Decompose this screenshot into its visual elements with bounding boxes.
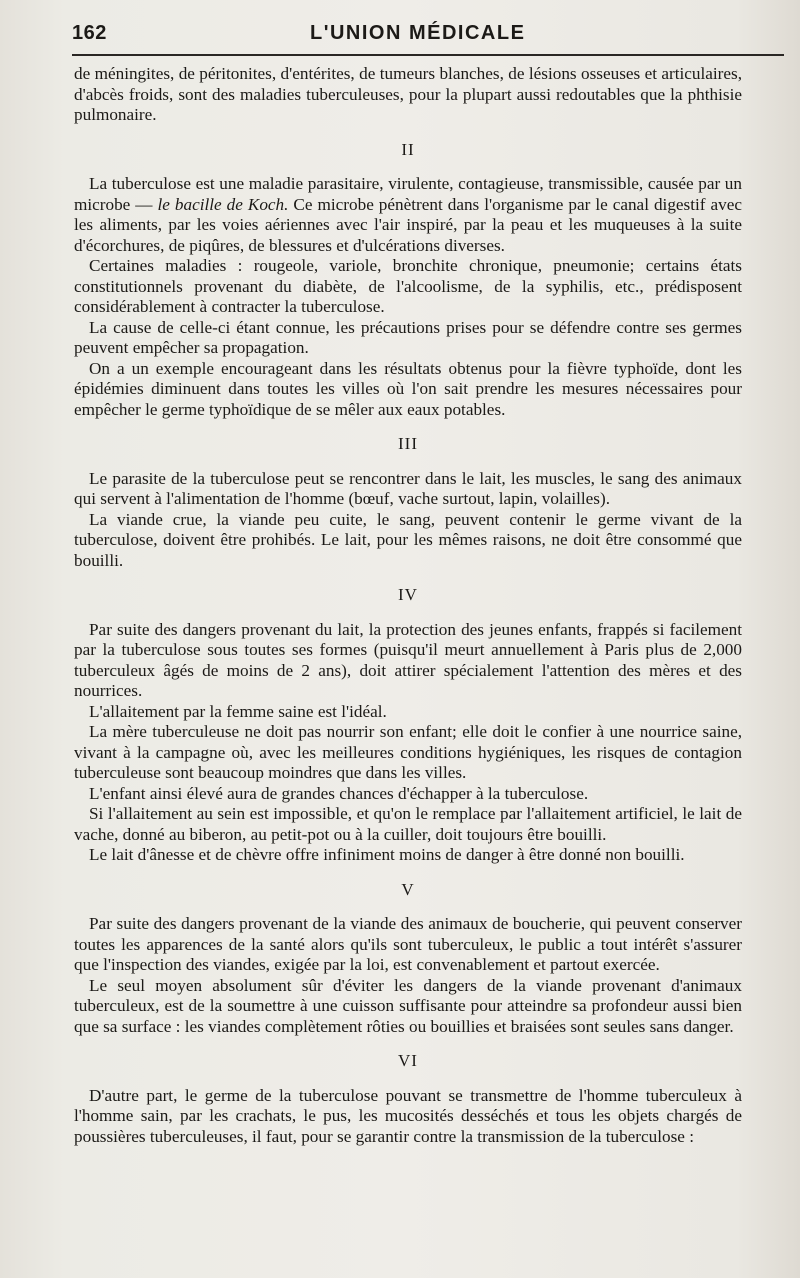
paragraph: La mère tuberculeuse ne doit pas nourrir son enfant; elle doit le confier à une nourrice saine, vivant à la campagne où, avec les meilleures conditions hygiéniques, les risques de contagion tuberculeuse sont beaucoup moindres que dans les villes.	[74, 722, 742, 782]
paragraph: D'autre part, le germe de la tuberculose pouvant se transmettre de l'homme tuberculeux à l'homme sain, par les crachats, le pus, les mucosités desséchés et tous les objets chargés de poussières tuberculeuses, il faut, pour se garantir contre la transmission de la tuberculose :	[74, 1085, 742, 1146]
italic-text: le bacille de Koch.	[157, 194, 289, 214]
paragraph: L'enfant ainsi élevé aura de grandes chances d'échapper à la tuberculose.	[89, 783, 589, 803]
paragraph: Le seul moyen absolument sûr d'éviter les dangers de la viande provenant d'animaux tuberculeux, est de la soumettre à une cuisson suffisante pour atteindre sa profondeur aussi bien que sa surface : les viandes complètement rôties ou bouillies et braisées sont seules sans danger.	[74, 975, 742, 1036]
text-run: Ce microbe pénètrent dans l'organisme par le canal digestif avec les aliments, par les voies aériennes avec l'air inspiré, par la peau et les muqueuses à la suite d'écorchures, de piqûres, de blessures et d'ulcérations diverses.	[74, 194, 742, 255]
section-heading-ii: II	[401, 139, 415, 159]
paragraph: de méningites, de péritonites, d'entérites, de tumeurs blanches, de lésions osseuses et articulaires, d'abcès froids, sont des maladies tuberculeuses, pour la plupart aussi redoutables que la phthisie pulmonaire.	[74, 64, 742, 124]
paragraph: Le parasite de la tuberculose peut se rencontrer dans le lait, les muscles, le sang des animaux qui servent à l'alimentation de l'homme (bœuf, vache surtout, lapin, volailles).	[74, 468, 742, 508]
paragraph: Si l'allaitement au sein est impossible, et qu'on le remplace par l'allaitement artificiel, le lait de vache, donné au biberon, au petit-pot ou à la cuiller, doit toujours être bouilli.	[74, 804, 742, 844]
paragraph: On a un exemple encourageant dans les résultats obtenus pour la fièvre typhoïde, dont les épidémies diminuent dans toutes les villes où l'on sait prendre les mesures nécessaires pour empêcher le germe typhoïdique de se mêler aux eaux potables.	[74, 358, 742, 419]
paragraph: Le lait d'ânesse et de chèvre offre infiniment moins de danger à être donné non bouilli.	[89, 845, 685, 864]
section-heading-iv: IV	[398, 585, 418, 604]
page-header	[72, 22, 782, 52]
article-body	[74, 64, 742, 1147]
paragraph: La cause de celle-ci étant connue, les précautions prises pour se défendre contre ses germes peuvent empêcher sa propagation.	[74, 317, 742, 357]
section-heading-vi: VI	[398, 1051, 418, 1070]
paragraph: Par suite des dangers provenant du lait, la protection des jeunes enfants, frappés si facilement par la tuberculose sous toutes ses formes (puisqu'il meurt annuellement à Paris plus de 2,000 tuberculeux âgés de moins de 2 ans), doit attirer spécialement l'attention des mères et des nourrices.	[74, 619, 742, 700]
paragraph: L'allaitement par la femme saine est l'idéal.	[89, 701, 387, 721]
section-heading-v: V	[401, 879, 415, 899]
paragraph: Certaines maladies : rougeole, variole, bronchite chronique, pneumonie; certains états constitutionnels provenant du diabète, de l'alcoolisme, de la syphilis, etc., prédisposent considérablement à contracter la tuberculose.	[74, 256, 742, 316]
header-rule	[72, 54, 784, 56]
running-title: L'UNION MÉDICALE	[310, 22, 526, 44]
paragraph: La viande crue, la viande peu cuite, le sang, peuvent contenir le germe vivant de la tuberculose, doivent être prohibés. Le lait, pour les mêmes raisons, ne doit être consommé que bouilli.	[74, 509, 742, 570]
page-number: 162	[72, 22, 107, 44]
text-run: La tuberculose est une maladie parasitaire, virulente, contagieuse, transmissible, causée par un microbe —	[74, 174, 742, 214]
paragraph	[74, 174, 742, 256]
paragraph: Par suite des dangers provenant de la viande des animaux de boucherie, qui peuvent conserver toutes les apparences de la santé alors qu'ils sont tuberculeux, le public a tout intérêt s'assurer que l'inspection des viandes, exigée par la loi, est convenablement et partout exercée.	[74, 914, 742, 974]
section-heading-iii: III	[398, 434, 418, 453]
